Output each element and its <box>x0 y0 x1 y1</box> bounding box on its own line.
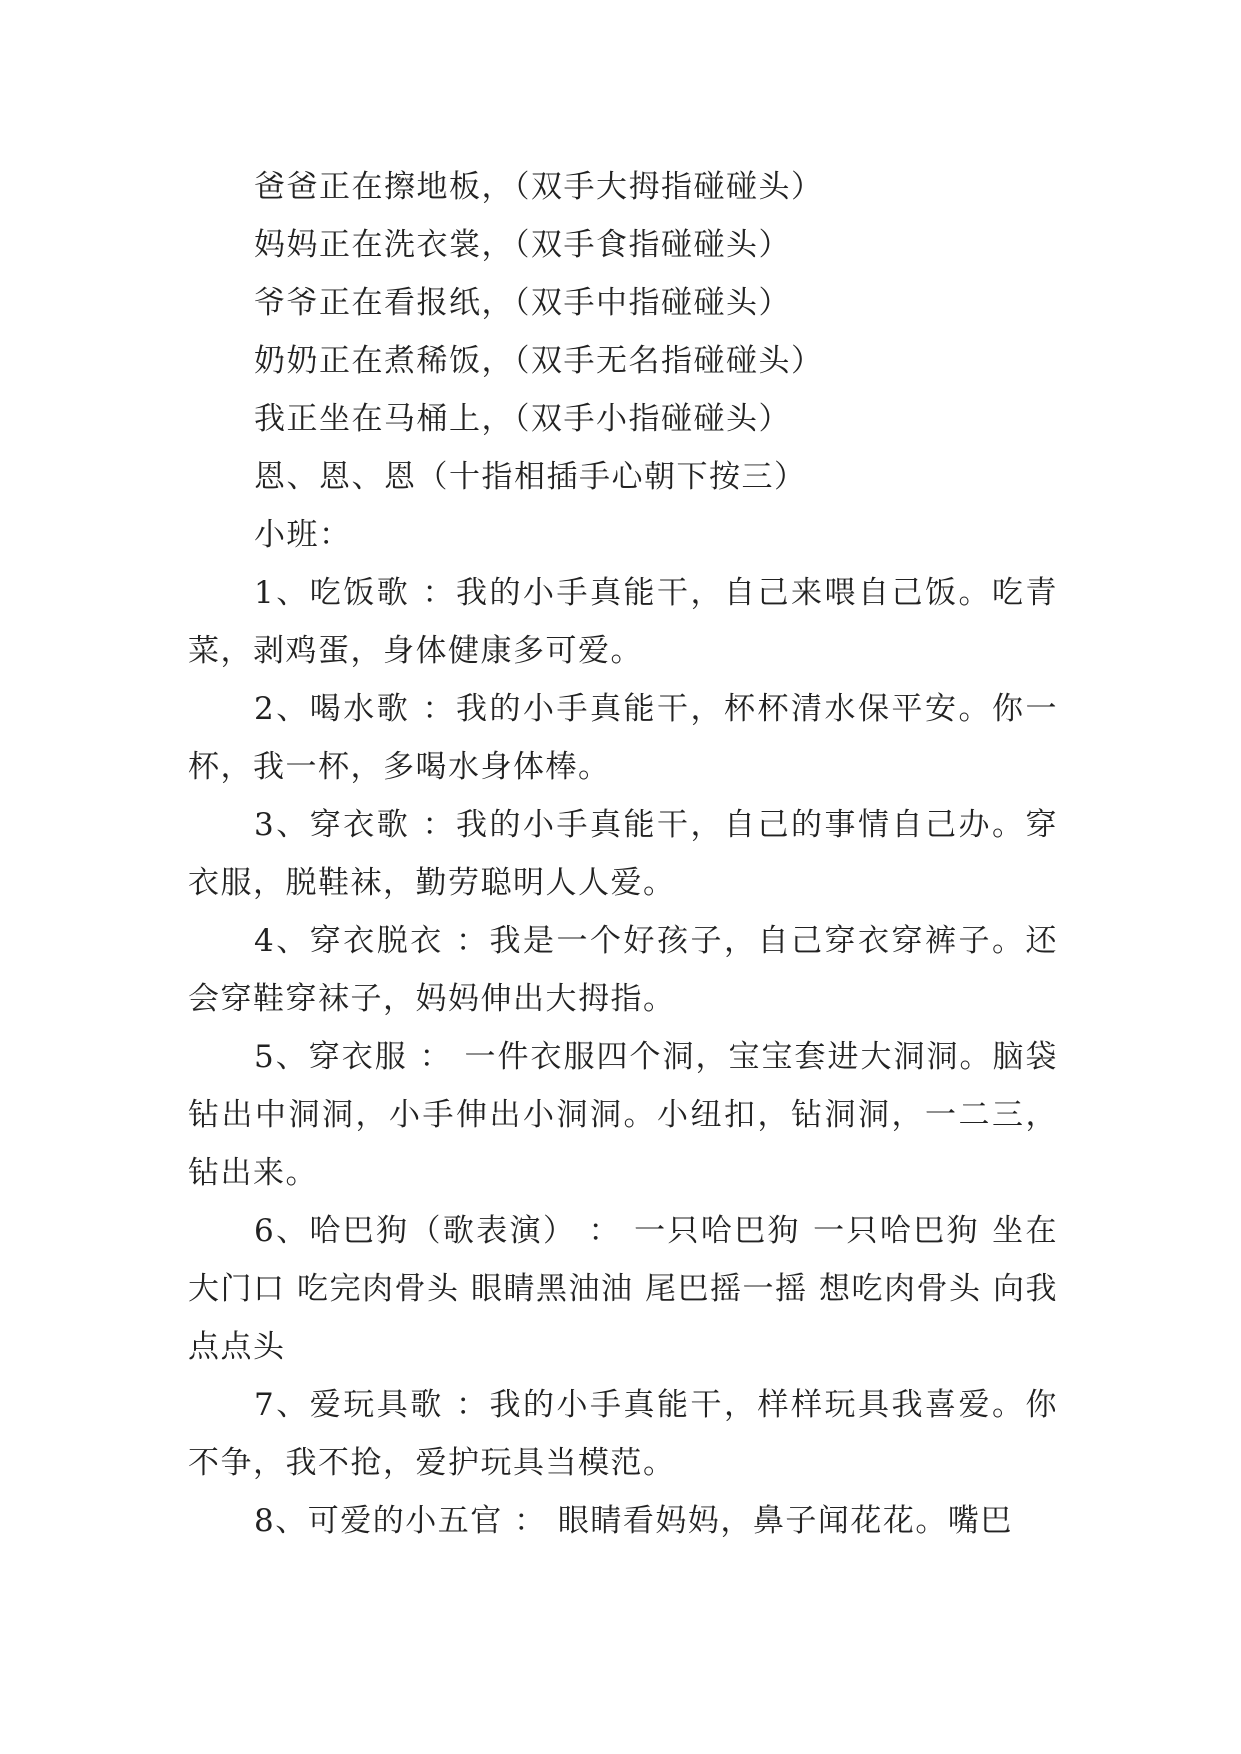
song-drinking-water: 2、喝水歌 ：我的小手真能干，杯杯清水保平安。你一杯，我一杯，多喝水身体棒。 <box>188 691 1058 785</box>
song-toys: 7、爱玩具歌 ：我的小手真能干，样样玩具我喜爱。你不争，我不抢，爱护玩具当模范。 <box>188 1387 1058 1481</box>
rhyme-line-father: 爸爸正在擦地板，（双手大拇指碰碰头） <box>254 169 824 205</box>
song-dressing: 3、穿衣歌 ：我的小手真能干，自己的事情自己办。穿衣服，脱鞋袜，勤劳聪明人人爱。 <box>188 807 1058 901</box>
song-facial-features: 8、可爱的小五官 ： 眼睛看妈妈，鼻子闻花花。嘴巴 <box>254 1503 1013 1539</box>
song-eating: 1、吃饭歌 ：我的小手真能干，自己来喂自己饭。吃青菜，剥鸡蛋，身体健康多可爱。 <box>188 575 1058 669</box>
rhyme-line-me: 我正坐在马桶上，（双手小指碰碰头） <box>254 401 791 437</box>
section-heading-small-class: 小班： <box>254 517 352 553</box>
rhyme-line-grandfather: 爷爷正在看报纸，（双手中指碰碰头） <box>254 285 791 321</box>
rhyme-line-grandmother: 奶奶正在煮稀饭，（双手无名指碰碰头） <box>254 343 824 379</box>
song-clothes: 5、穿衣服 ： 一件衣服四个洞，宝宝套进大洞洞。脑袋钻出中洞洞，小手伸出小洞洞。小纽扣，钻洞洞，一二三，钻出来。 <box>188 1039 1058 1191</box>
song-pug-dog: 6、哈巴狗（歌表演） ： 一只哈巴狗 一只哈巴狗 坐在大门口 吃完肉骨头 眼睛黑油油 尾巴摇一摇 想吃肉骨头 向我点点头 <box>188 1213 1058 1365</box>
document-body <box>188 158 1058 1550</box>
song-dress-undress: 4、穿衣脱衣 ：我是一个好孩子，自己穿衣穿裤子。还会穿鞋穿袜子，妈妈伸出大拇指。 <box>188 923 1058 1017</box>
rhyme-line-mother: 妈妈正在洗衣裳，（双手食指碰碰头） <box>254 227 791 263</box>
rhyme-line-ending: 恩、恩、恩（十指相插手心朝下按三） <box>254 459 807 495</box>
